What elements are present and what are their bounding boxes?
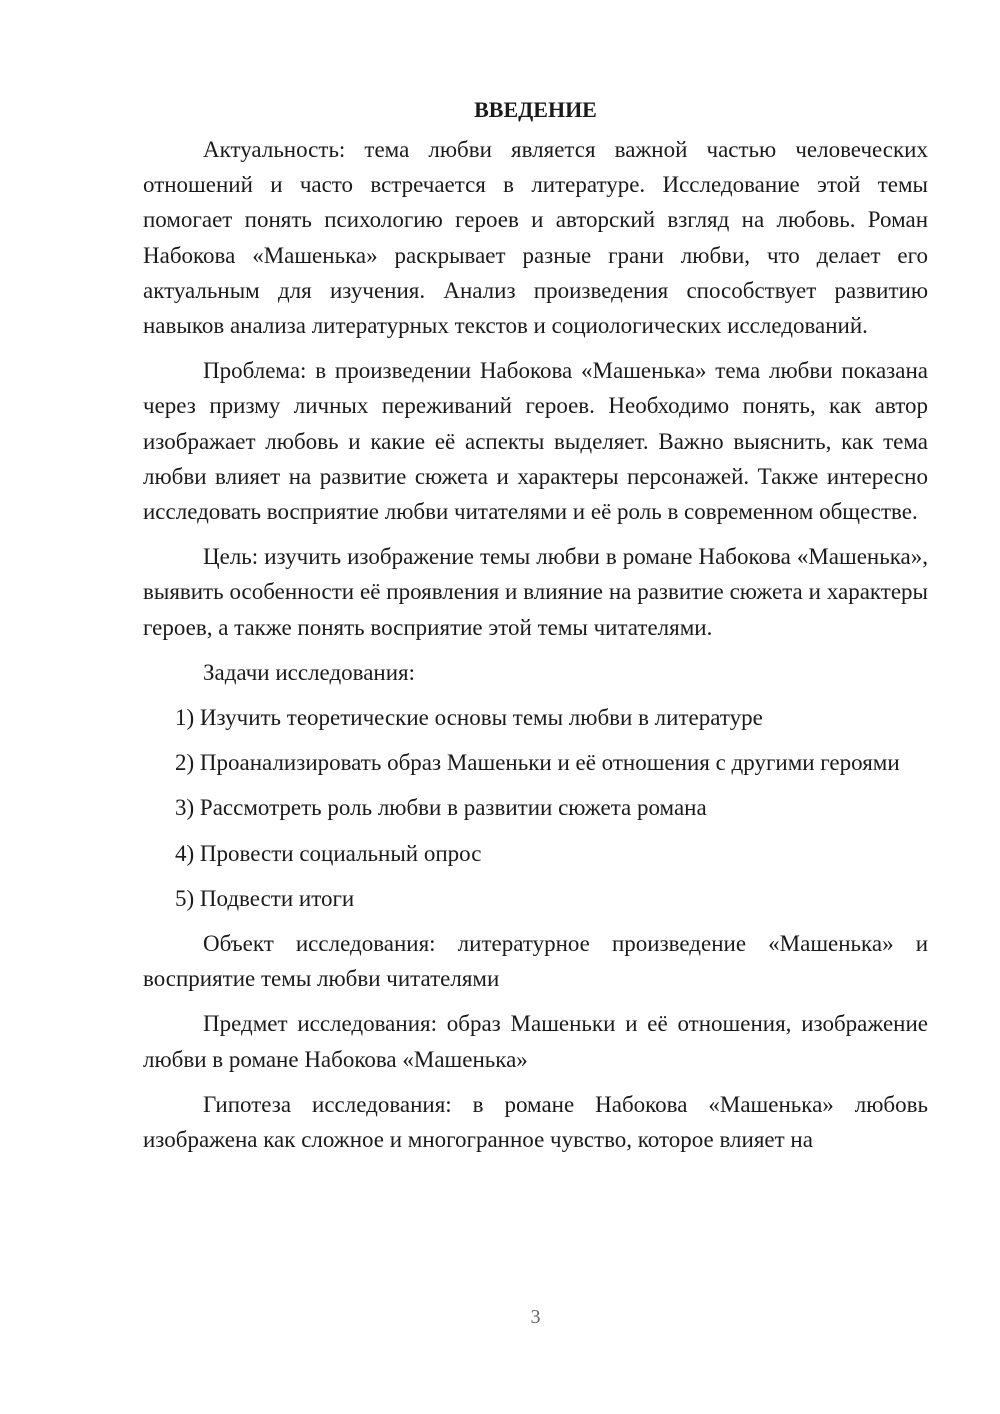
task-item: 4) Провести социальный опрос [175, 840, 482, 866]
task-item: 3) Рассмотреть роль любви в развитии сюжета романа [175, 795, 707, 821]
task-item: 5) Подвести итоги [175, 885, 355, 911]
page-number: 3 [530, 1306, 541, 1328]
subject-paragraph: Предмет исследования: образ Машеньки и её отношения, изображение любви в романе Набокова «Машенька» [143, 1011, 928, 1072]
relevance-paragraph: Актуальность: тема любви является важной частью человеческих отношений и часто встречается в литературе. Исследование этой темы помогает понять психологию героев и авторский взгляд на любовь. Роман Набокова «Машенька» раскрывает разные грани любви, что делает его актуальным для изучения. Анализ произведения способствует развитию навыков анализа литературных текстов и социологических исследований. [143, 137, 928, 339]
hypothesis-paragraph: Гипотеза исследования: в романе Набокова «Машенька» любовь изображена как сложное и многогранное чувство, которое влияет на [143, 1091, 928, 1153]
object-paragraph: Объект исследования: литературное произведение «Машенька» и восприятие темы любви читателями [143, 931, 928, 992]
tasks-heading: Задачи исследования: [203, 659, 416, 685]
tasks-list [143, 700, 928, 916]
document-page [143, 92, 928, 1167]
task-item: 2) Проанализировать образ Машеньки и её отношения с другими героями [175, 750, 900, 776]
problem-paragraph: Проблема: в произведении Набокова «Машенька» тема любви показана через призму личных переживаний героев. Необходимо понять, как автор изображает любовь и какие её аспекты выделяет. Важно выяснить, как тема любви влияет на развитие сюжета и характеры персонажей. Также интересно исследовать восприятие любви читателями и её роль в современном обществе. [143, 358, 928, 525]
page-title: ВВЕДЕНИЕ [474, 97, 597, 122]
goal-paragraph: Цель: изучить изображение темы любви в романе Набокова «Машенька», выявить особенности её проявления и влияние на развитие сюжета и характеры героев, а также понять восприятие этой темы читателями. [143, 544, 928, 640]
task-item: 1) Изучить теоретические основы темы любви в литературе [175, 705, 763, 731]
